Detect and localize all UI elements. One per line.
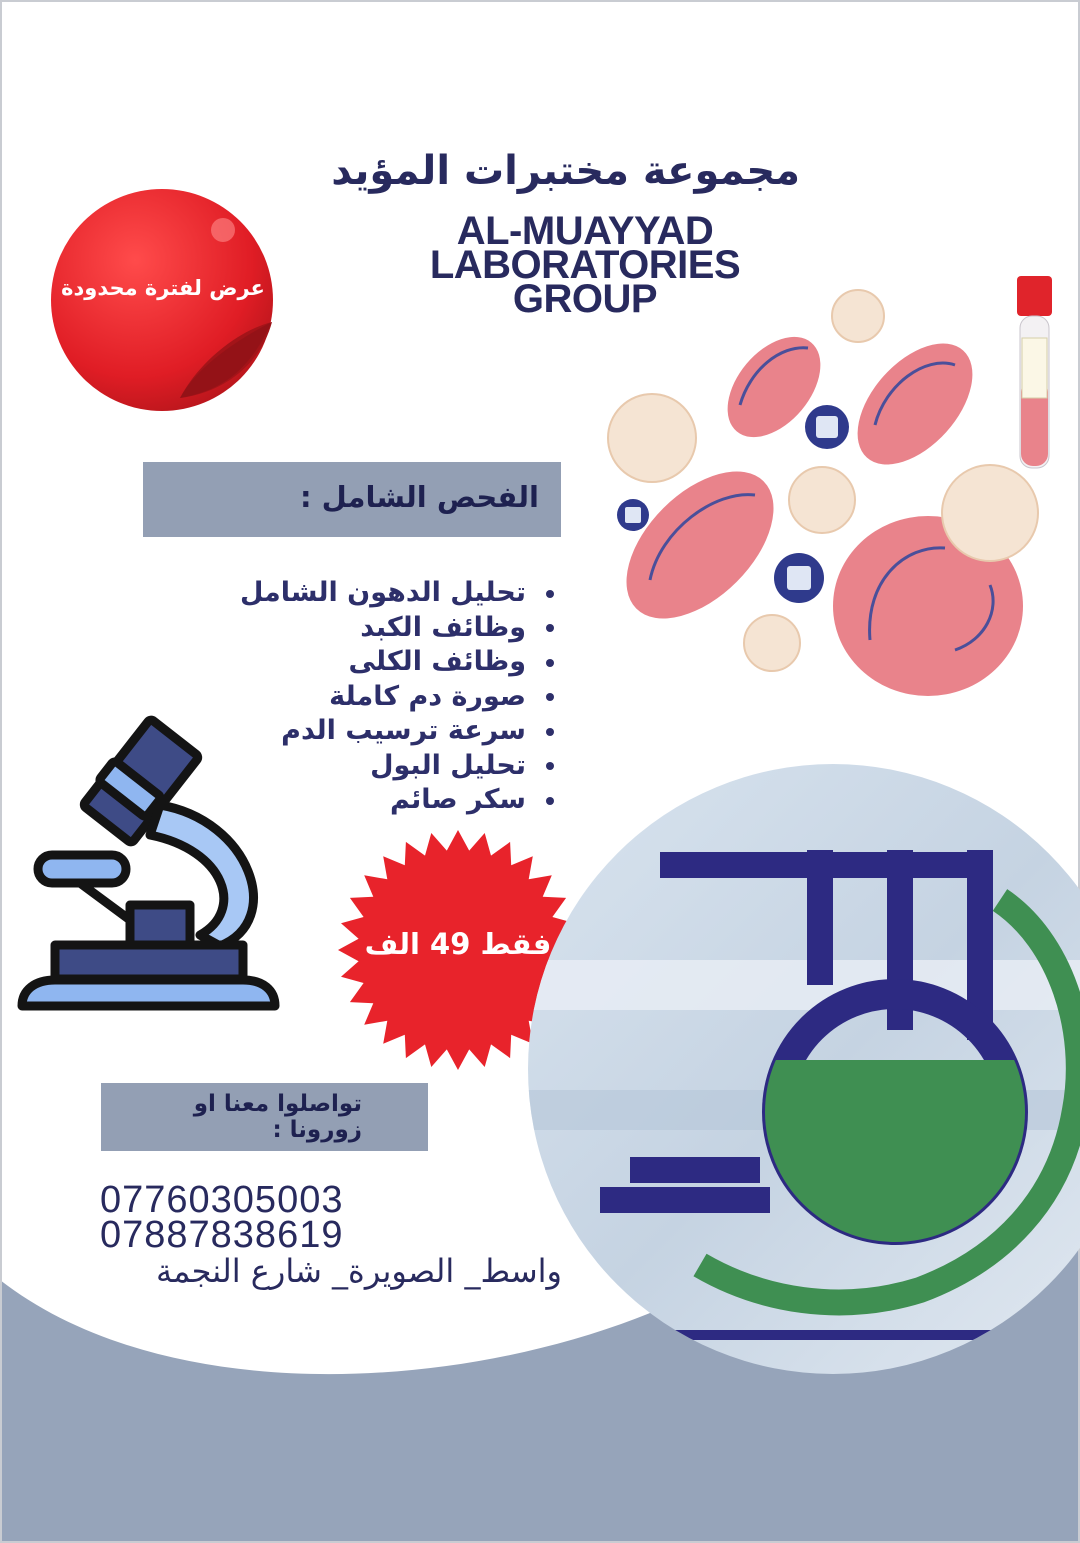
phone-number[interactable]: 07760305003 — [100, 1179, 344, 1221]
brand-name-arabic: مجموعة مختبرات المؤيد — [331, 148, 800, 194]
list-item — [230, 783, 554, 818]
test-label: سكر صائم — [390, 784, 526, 815]
bullet-icon — [546, 728, 554, 736]
phone-number[interactable]: 07887838619 — [100, 1214, 344, 1256]
test-label: تحليل الدهون الشامل — [239, 577, 526, 608]
limited-offer-badge: عرض لفترة محدودة — [61, 276, 265, 300]
bullet-icon — [546, 693, 554, 701]
bullet-icon — [546, 624, 554, 632]
address: واسط_ الصويرة_ شارع النجمة — [155, 1252, 562, 1290]
test-label: سرعة ترسيب الدم — [281, 715, 526, 746]
test-tube-icon — [1017, 276, 1052, 468]
bullet-icon — [546, 762, 554, 770]
bullet-icon — [546, 590, 554, 598]
contact-header-label: تواصلوا معنا او زورونا : — [193, 1091, 362, 1143]
brand-name-line: LABORATORIES — [429, 243, 741, 287]
list-item — [230, 749, 554, 784]
brand-name-line: AL-MUAYYAD — [456, 209, 714, 253]
list-item — [230, 576, 554, 611]
list-item — [230, 680, 554, 715]
test-label: وظائف الكبد — [360, 611, 526, 643]
tests-list — [230, 576, 554, 818]
test-label: صورة دم كاملة — [329, 680, 526, 712]
list-item — [230, 611, 554, 646]
test-label: تحليل البول — [370, 749, 526, 781]
price-label: فقط 49 الف — [364, 927, 552, 961]
brand-name-english — [380, 209, 790, 321]
exam-header — [143, 462, 561, 537]
bullet-icon — [546, 797, 554, 805]
test-label: وظائف الكلى — [348, 646, 526, 677]
list-item — [230, 714, 554, 749]
brand-name-line: GROUP — [512, 277, 658, 321]
exam-header-label: الفحص الشامل : — [299, 480, 539, 514]
list-item — [230, 645, 554, 680]
contact-header — [101, 1083, 428, 1151]
sticker-peel-icon — [51, 189, 273, 411]
bullet-icon — [546, 659, 554, 667]
logo-circle — [520, 760, 1080, 1380]
